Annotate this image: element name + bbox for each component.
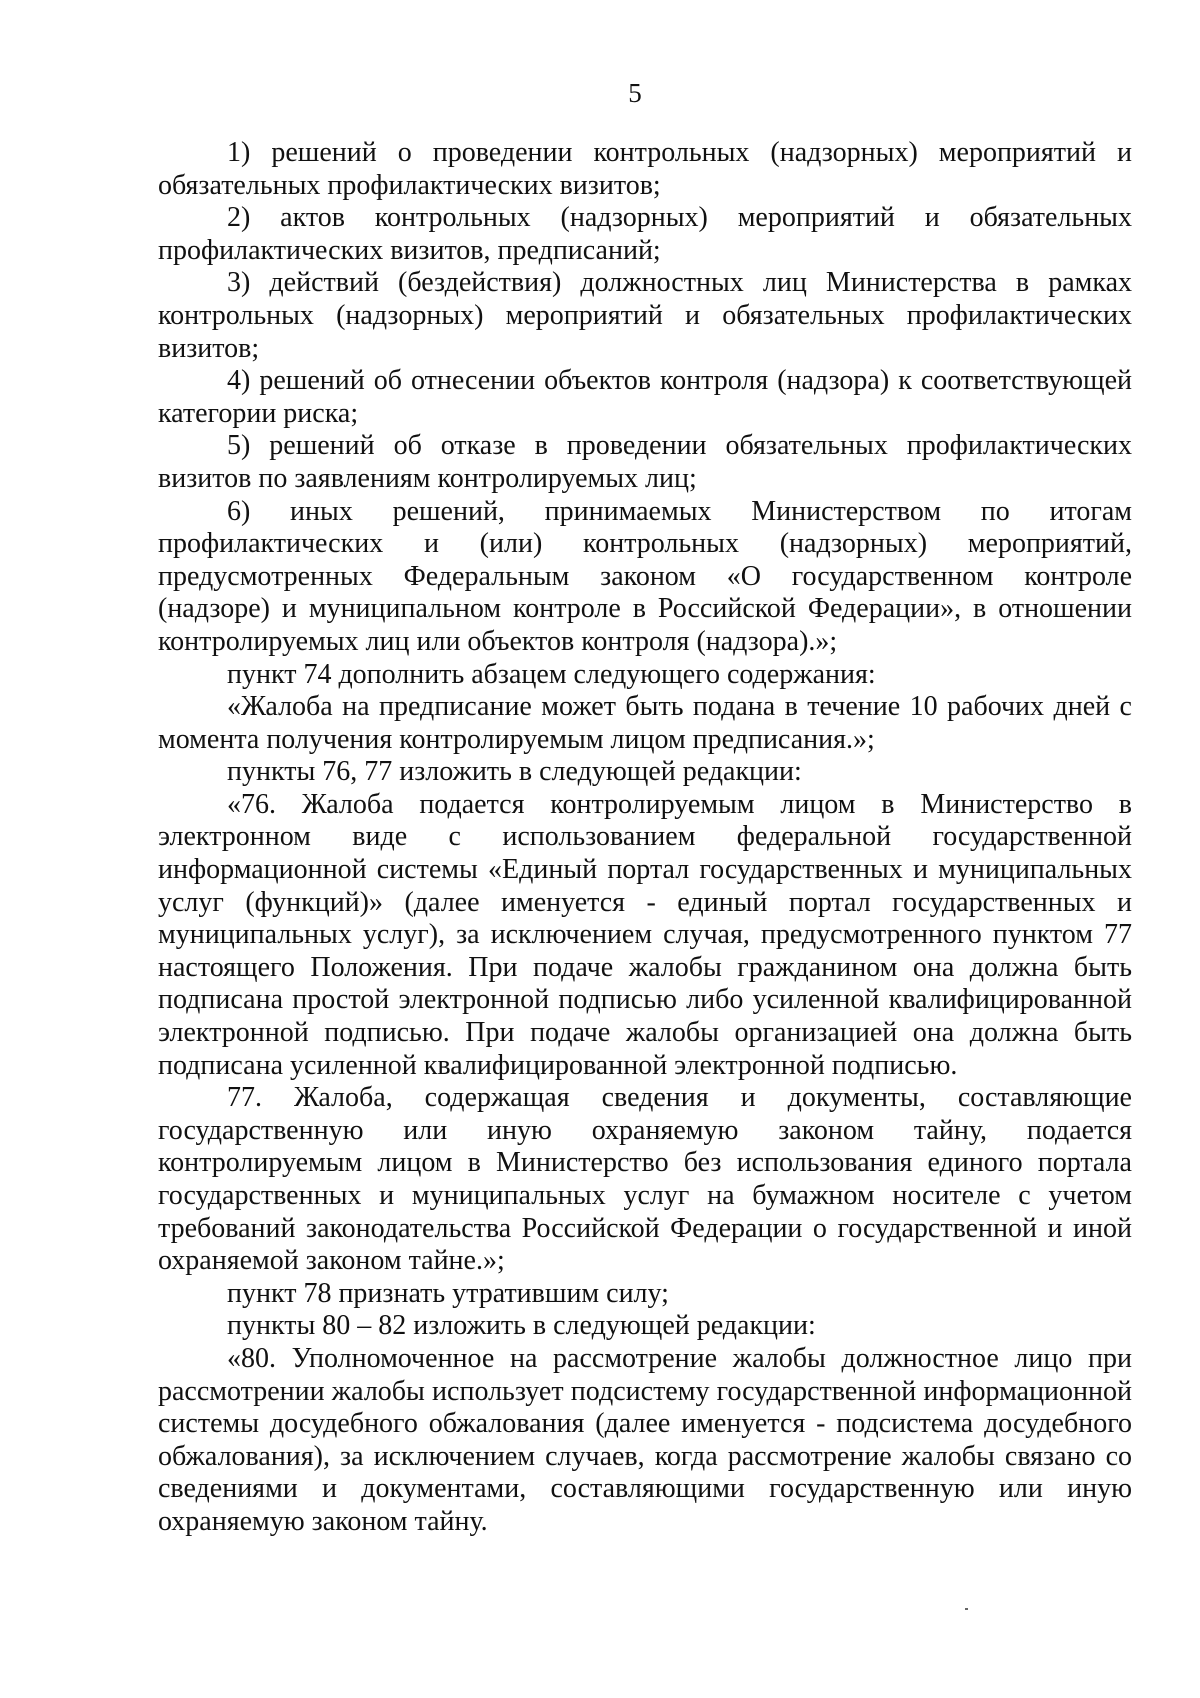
paragraph-item-5: 5) решений об отказе в проведении обязательных профилактических визитов по заявлениям контролируемых лиц;: [158, 430, 1132, 494]
page-number: 5: [628, 78, 642, 108]
paragraph-item-6: 6) иных решений, принимаемых Министерством по итогам профилактических и (или) контрольных (надзорных) мероприятий, предусмотренных Федеральным законом «О государственном контроле (надзоре) и муниципальном контроле в Российской Федерации», в отношении контролируемых лиц или объектов контроля (надзора).»;: [158, 495, 1132, 657]
paragraph-item-3: 3) действий (бездействия) должностных лиц Министерства в рамках контрольных (надзорных) мероприятий и обязательных профилактических визитов;: [158, 267, 1132, 364]
paragraph-points-80-82-instruction: пункты 80 – 82 изложить в следующей редакции:: [227, 1310, 816, 1342]
paragraph-point-78-instruction: пункт 78 признать утратившим силу;: [227, 1277, 669, 1309]
paragraph-point-80: «80. Уполномоченное на рассмотрение жалобы должностное лицо при рассмотрении жалобы использует подсистему государственной информационной системы досудебного обжалования (далее именуется - подсистема досудебного обжалования), за исключением случаев, когда рассмотрение жалобы связано со сведениями и документами, составляющими государственную или иную охраняемую законом тайну.: [158, 1342, 1132, 1537]
paragraph-point-74-instruction: пункт 74 дополнить абзацем следующего содержания:: [227, 658, 876, 690]
paragraph-item-1: 1) решений о проведении контрольных (надзорных) мероприятий и обязательных профилактических визитов;: [158, 137, 1132, 201]
paragraph-item-2: 2) актов контрольных (надзорных) мероприятий и обязательных профилактических визитов, предписаний;: [158, 202, 1132, 266]
document-body: [158, 137, 1132, 1539]
scan-speck: [965, 1608, 968, 1610]
paragraph-point-76: «76. Жалоба подается контролируемым лицом в Министерство в электронном виде с использованием федеральной государственной информационной системы «Единый портал государственных и муниципальных услуг (функций)» (далее именуется - единый портал государственных и муниципальных услуг), за исключением случая, предусмотренного пунктом 77 настоящего Положения. При подаче жалобы гражданином она должна быть подписана простой электронной подписью либо усиленной квалифицированной электронной подписью. При подаче жалобы организацией она должна быть подписана усиленной квалифицированной электронной подписью.: [158, 788, 1132, 1081]
paragraph-points-76-77-instruction: пункты 76, 77 изложить в следующей редакции:: [227, 756, 802, 788]
paragraph-point-77: 77. Жалоба, содержащая сведения и документы, составляющие государственную или иную охраняемую законом тайну, подается контролируемым лицом в Министерство без использования единого портала государственных и муниципальных услуг на бумажном носителе с учетом требований законодательства Российской Федерации о государственной и иной охраняемой законом тайне.»;: [158, 1082, 1132, 1277]
paragraph-item-4: 4) решений об отнесении объектов контроля (надзора) к соответствующей категории риска;: [158, 365, 1132, 429]
paragraph-point-74-text: «Жалоба на предписание может быть подана в течение 10 рабочих дней с момента получения контролируемым лицом предписания.»;: [158, 691, 1132, 755]
